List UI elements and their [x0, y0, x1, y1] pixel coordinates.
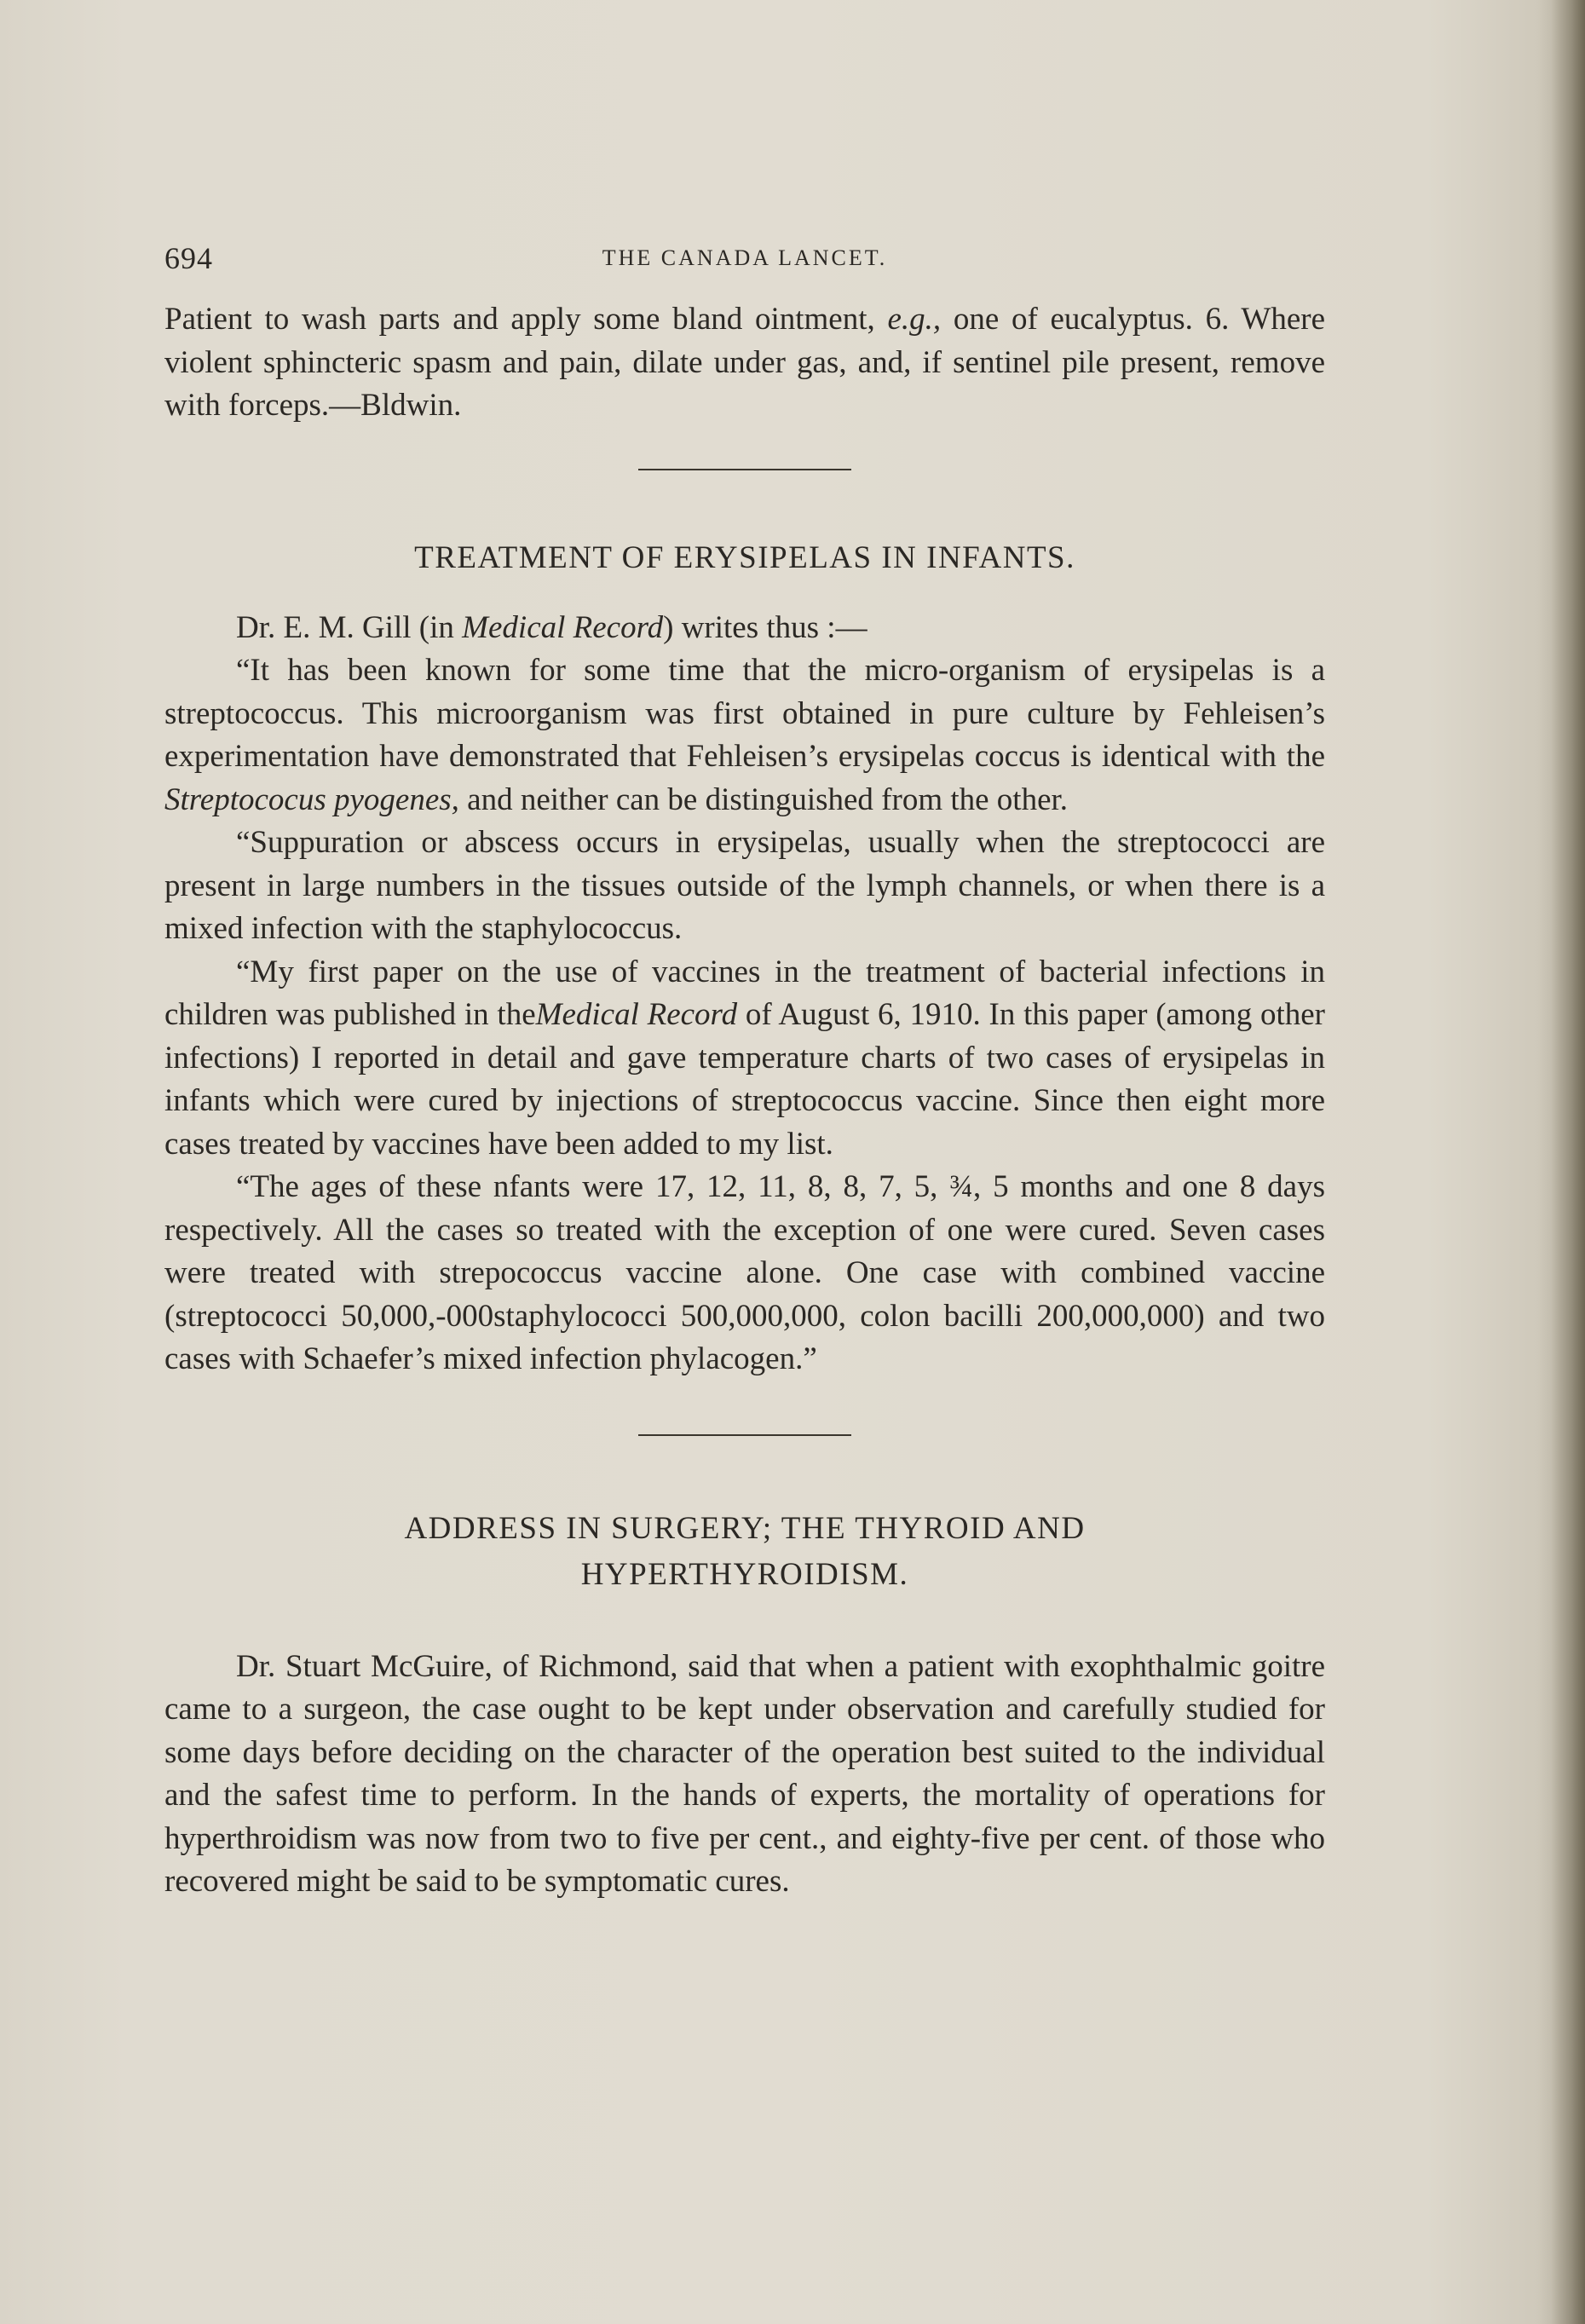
text-column	[164, 240, 1325, 1904]
article1-p4-text-b: of August 6, 1910. In this paper (among other infections) I reported in detail and gave temperature charts of two cases of erysipelas in infants which were cured by injections of streptococcus vaccine. Since then eight more cases treated by vaccines have been added to my list.	[164, 997, 1326, 1162]
intro-text-a: Patient to wash parts and apply some bland ointment,	[164, 302, 888, 337]
intro-eg: e.g.,	[887, 302, 942, 337]
intro-text-b: one of eucalyptus. 6. Where violent sphincteric spasm and pain, dilate under gas, and, if sentinel pile present, remove with forceps.—Bldwin.	[164, 302, 1325, 423]
page-edge-shadow	[1551, 0, 1585, 2324]
article1-p4-journal: Medical Record	[535, 997, 738, 1032]
article1-paragraph-3: “Suppuration or abscess occurs in erysipelas, usually when the streptococci are present in large numbers in the tissues outside of the lymph channels, or when there is a mixed infection with the staphylococcus.	[164, 825, 1325, 946]
article1-p4-text-a: “My first paper on the use of vaccines in the treatment of bacterial infections in children was published in the	[164, 954, 1325, 1032]
article2-title-line-1: ADDRESS IN SURGERY; THE THYROID AND	[404, 1510, 1086, 1546]
article1-p1-text-b: ) writes thus :—	[663, 609, 867, 645]
article1-p1-text-a: Dr. E. M. Gill (in	[236, 609, 463, 645]
article-title-address-in-surgery	[164, 1506, 1325, 1598]
article-title-erysipelas: TREATMENT OF ERYSIPELAS IN INFANTS.	[414, 539, 1075, 575]
article1-p2-text-a: “It has been known for some time that the micro-organism of erysipelas is a streptococcus. This microorganism was first obtained in pure culture by Fehleisen’s experimentation have demonstrated that Fehleisen’s erysipelas coccus is identical with the	[164, 653, 1325, 774]
article1-paragraph-2	[164, 649, 1325, 822]
article1-p2-species: Streptococus pyogenes,	[164, 781, 459, 817]
article1-paragraph-4	[164, 951, 1325, 1167]
article1-p2-text-b: and neither can be distinguished from the other.	[458, 781, 1069, 817]
page-number: 694	[164, 241, 213, 275]
article1-p1-journal: Medical Record	[462, 609, 664, 645]
article1-paragraph-5: “The ages of these nfants were 17, 12, 11, 8, 8, 7, 5, ¾, 5 months and one 8 days respectively. All the cases so treated with the exception of one were cured. Seven cases were treated with strepococcus vaccine alone. One case with combined vaccine (streptococci 50,000,-000staphylococci 500,000,000, colon bacilli 200,000,000) and two cases with Schaefer’s mixed infection phylacogen.”	[164, 1169, 1325, 1376]
intro-paragraph	[164, 298, 1325, 428]
article2-title-line-2: HYPERTHYROIDISM.	[580, 1556, 909, 1592]
section-divider	[638, 469, 851, 470]
section-divider	[638, 1434, 851, 1436]
article1-paragraph-1	[164, 607, 1325, 650]
article2-paragraph-1: Dr. Stuart McGuire, of Richmond, said that when a patient with exophthalmic goitre came to a surgeon, the case ought to be kept under observation and carefully studied for some days before deciding on the character of the operation best suited to the individual and the safest time to perform. In the hands of experts, the mortality of operations for hyperthroidism was now from two to five per cent., and eighty-five per cent. of those who recovered might be said to be symptomatic cures.	[164, 1648, 1325, 1899]
journal-title: THE CANADA LANCET.	[602, 245, 888, 270]
running-head	[164, 240, 1325, 283]
